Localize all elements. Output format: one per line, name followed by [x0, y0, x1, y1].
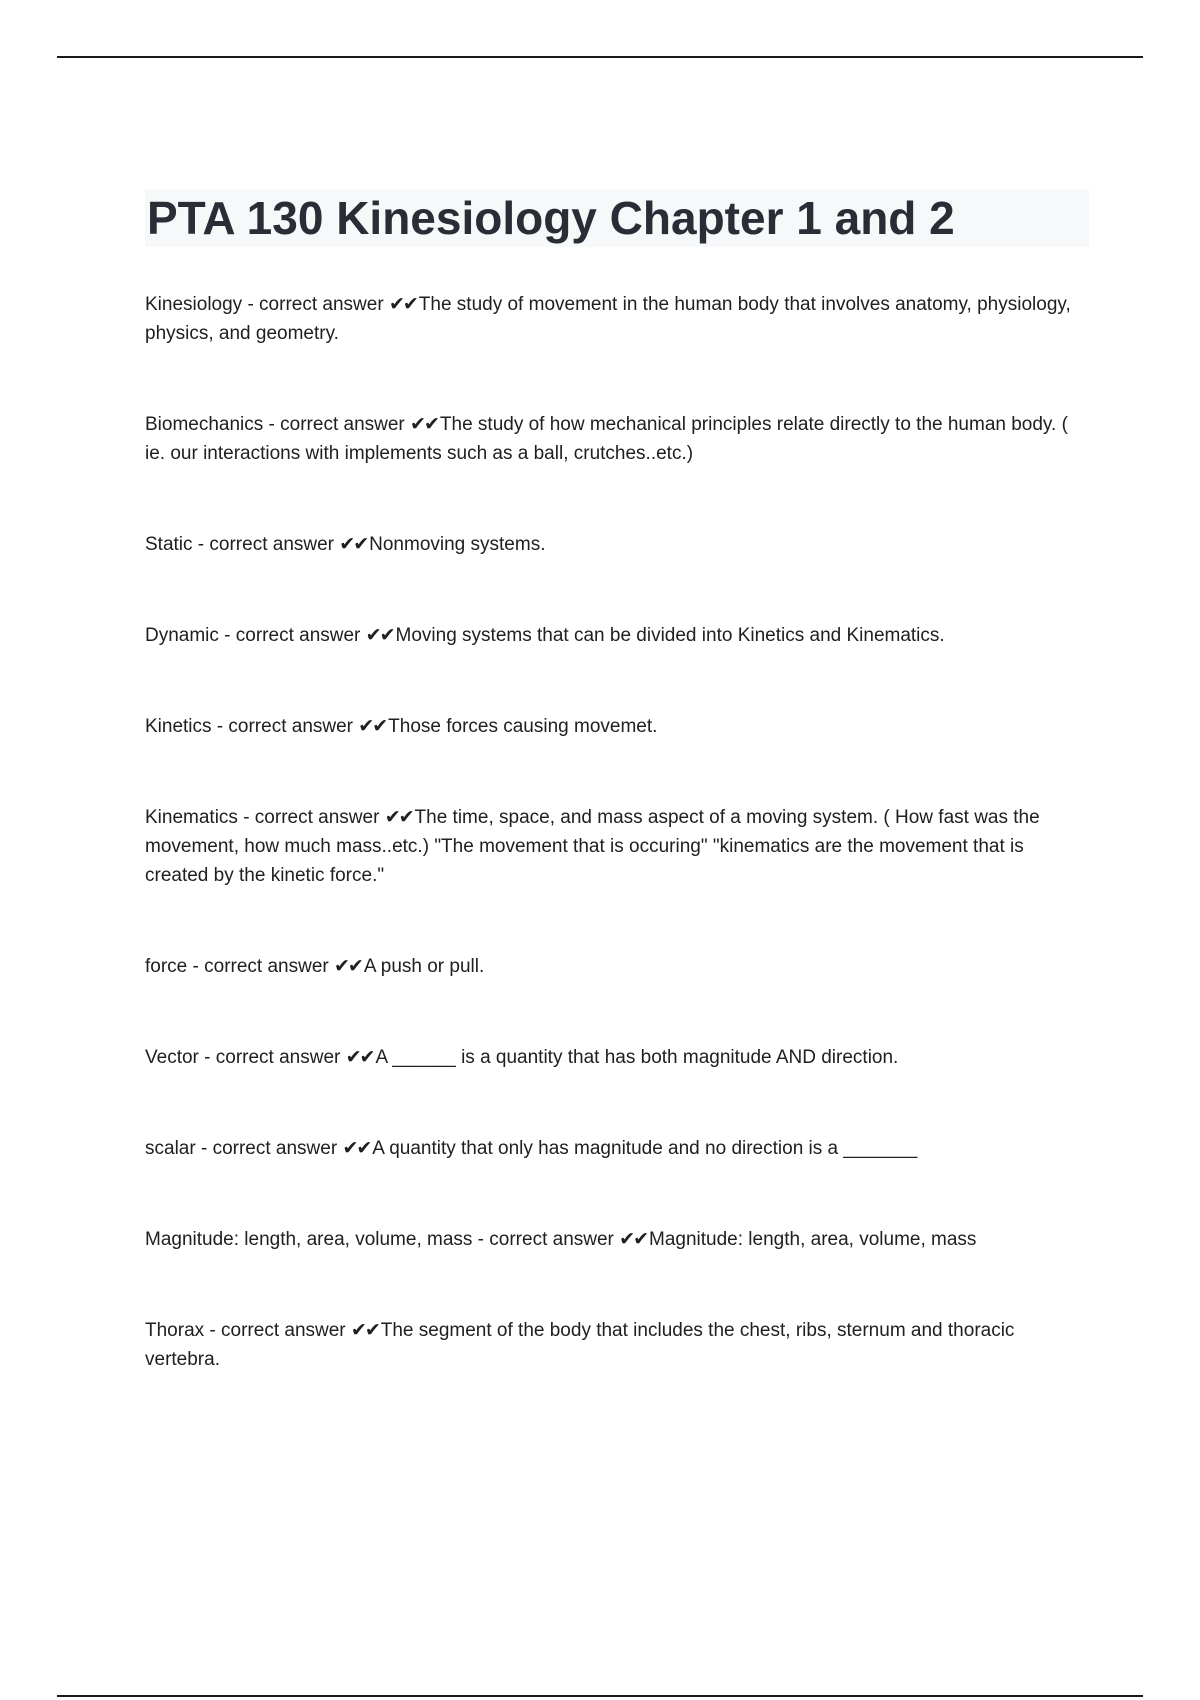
entry-separator: - correct answer [192, 534, 340, 555]
entry-answer: The segment of the body that includes the chest, ribs, sternum and thoracic vertebra. [145, 1320, 1015, 1370]
entry-separator: - correct answer [204, 1320, 351, 1341]
top-rule [57, 56, 1143, 58]
entry-term: Vector [145, 1047, 199, 1068]
flashcard-entry [145, 712, 1085, 741]
entry-answer: Moving systems that can be divided into Kinetics and Kinematics. [395, 625, 945, 646]
entry-term: Static [145, 534, 193, 555]
double-check-icon: ✔✔ [388, 294, 417, 315]
entry-term: Thorax [145, 1320, 205, 1341]
bottom-rule [57, 1695, 1143, 1697]
flashcard-entry [145, 952, 1085, 981]
entry-answer: The study of how mechanical principles relate directly to the human body. ( ie. our interactions with implements such as a ball, crutches..etc.) [145, 414, 1068, 464]
entry-answer: The study of movement in the human body that involves anatomy, physiology, physics, and geometry. [145, 294, 1071, 344]
double-check-icon: ✔✔ [350, 1320, 379, 1341]
entry-answer: A quantity that only has magnitude and no direction is a _______ [372, 1138, 918, 1159]
flashcard-entry [145, 1316, 1085, 1374]
entry-term: Kinematics [145, 807, 238, 828]
double-check-icon: ✔✔ [339, 534, 368, 555]
entry-answer: The time, space, and mass aspect of a moving system. ( How fast was the movement, how much mass..etc.) "The movement that is occuring" "kinematics are the movement that is created by the kinetic force." [145, 807, 1040, 886]
double-check-icon: ✔✔ [342, 1138, 371, 1159]
entry-separator: - correct answer [198, 1047, 346, 1068]
entry-answer: A push or pull. [363, 956, 485, 977]
double-check-icon: ✔✔ [345, 1047, 374, 1068]
entry-answer: A ______ is a quantity that has both magnitude AND direction. [375, 1047, 899, 1068]
entry-separator: - correct answer [195, 1138, 343, 1159]
entry-answer: Those forces causing movemet. [388, 716, 658, 737]
entry-term: force [145, 956, 188, 977]
entry-answer: Nonmoving systems. [369, 534, 546, 555]
entry-term: Magnitude: length, area, volume, mass [145, 1229, 473, 1250]
entry-term: Dynamic [145, 625, 219, 646]
flashcard-entry [145, 1225, 1085, 1254]
entry-term: scalar [145, 1138, 196, 1159]
double-check-icon: ✔✔ [358, 716, 387, 737]
entry-term: Kinetics [145, 716, 212, 737]
flashcard-list [145, 290, 1085, 1436]
entry-answer: Magnitude: length, area, volume, mass [649, 1229, 977, 1250]
entry-separator: - correct answer [472, 1229, 620, 1250]
entry-separator: - correct answer [237, 807, 385, 828]
flashcard-entry [145, 803, 1085, 890]
flashcard-entry [145, 621, 1085, 650]
double-check-icon: ✔✔ [365, 625, 394, 646]
flashcard-entry [145, 530, 1085, 559]
entry-separator: - correct answer [211, 716, 359, 737]
double-check-icon: ✔✔ [334, 956, 362, 977]
flashcard-entry [145, 410, 1085, 468]
entry-separator: - correct answer [218, 625, 366, 646]
entry-separator: - correct answer [242, 294, 389, 315]
title-banner [145, 189, 1089, 247]
entry-term: Biomechanics [145, 414, 264, 435]
entry-term: Kinesiology [145, 294, 243, 315]
double-check-icon: ✔✔ [619, 1229, 648, 1250]
flashcard-entry [145, 290, 1085, 348]
entry-separator: - correct answer [263, 414, 411, 435]
double-check-icon: ✔✔ [384, 807, 413, 828]
flashcard-entry [145, 1043, 1085, 1072]
flashcard-entry [145, 1134, 1085, 1163]
document-title: PTA 130 Kinesiology Chapter 1 and 2 [147, 192, 955, 244]
entry-separator: - correct answer [187, 956, 335, 977]
double-check-icon: ✔✔ [410, 414, 438, 435]
